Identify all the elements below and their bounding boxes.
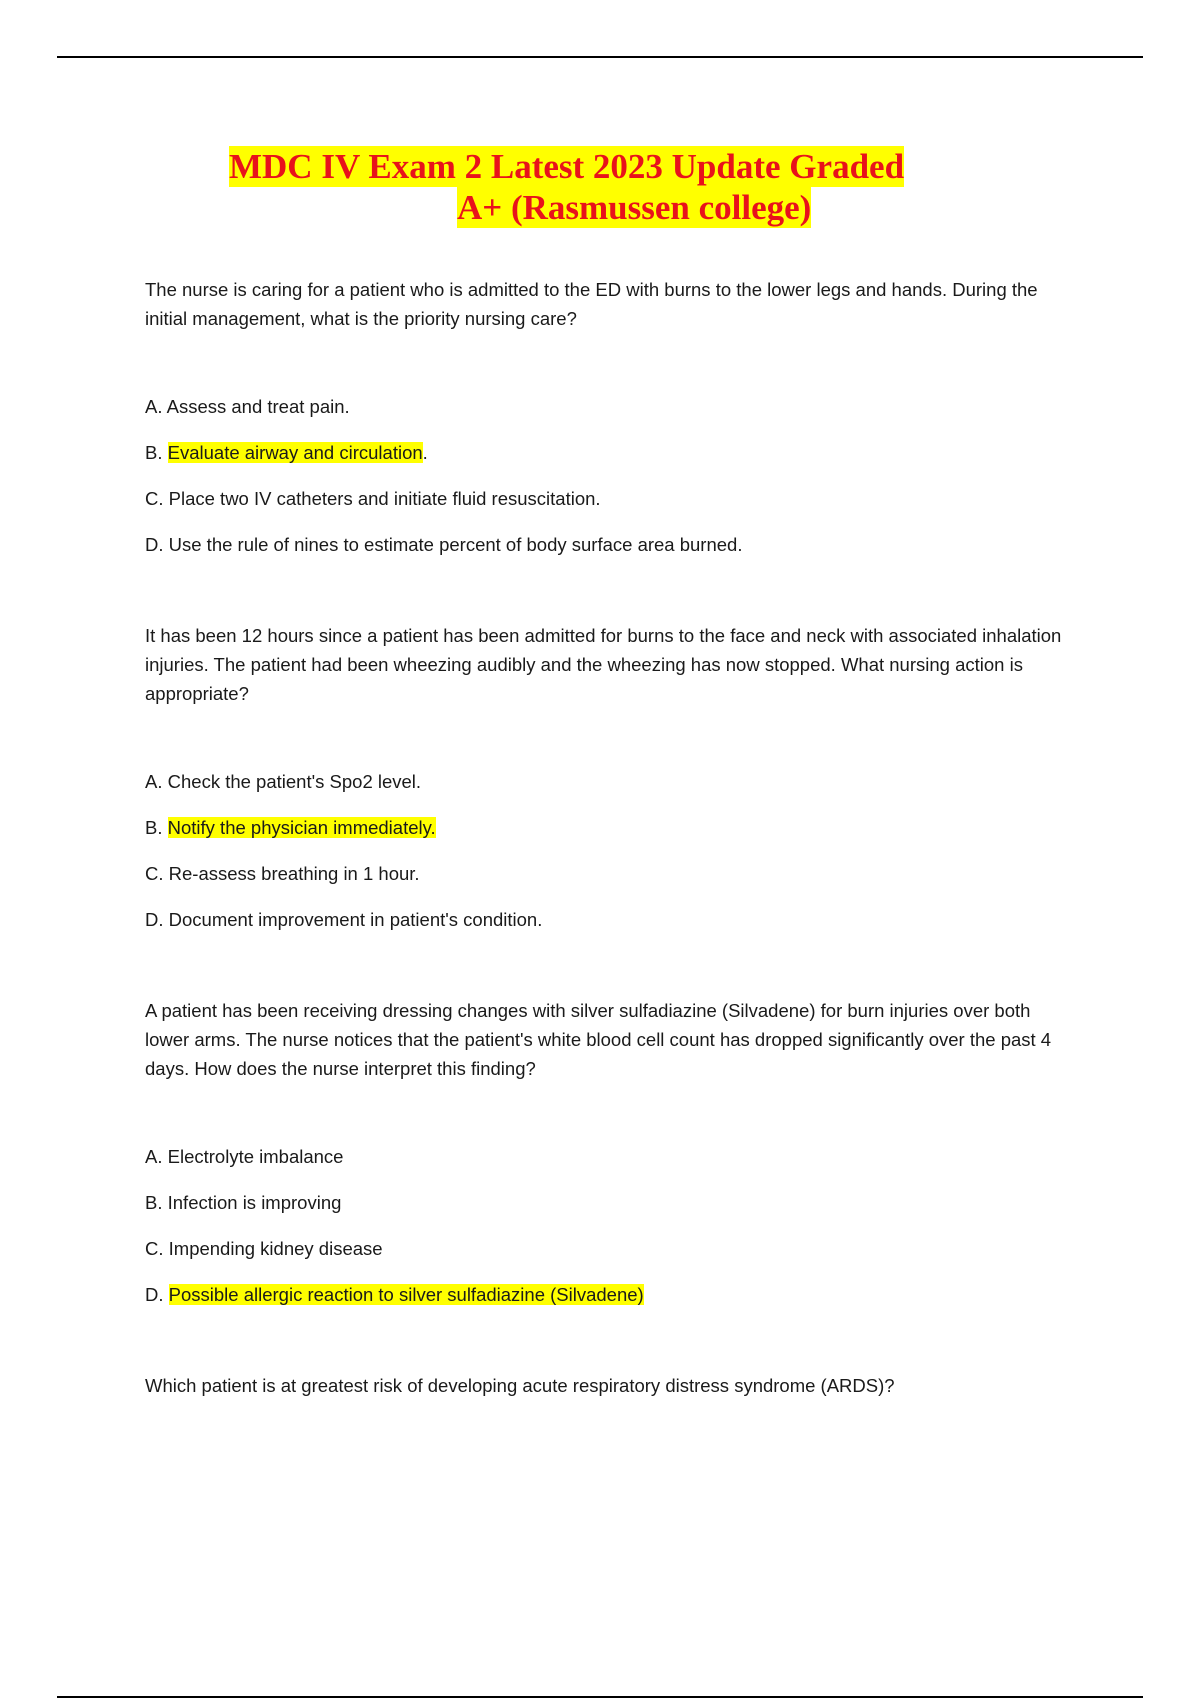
option-text: Electrolyte imbalance [167,1146,344,1167]
answer-option [145,767,1075,796]
answer-option [145,484,1075,513]
option-text: Document improvement in patient's condition. [168,909,543,930]
answer-option-correct [145,1280,1075,1309]
question-text: It has been 12 hours since a patient has been admitted for burns to the face and neck with associated inhalation injuries. The patient had been wheezing audibly and the wheezing has now stopped. What nursing action is appropriate? [145,625,1062,704]
option-text-after: . [422,442,428,463]
option-letter: B. [145,1192,168,1213]
answer-option [145,905,1075,934]
answer-option [145,859,1075,888]
option-letter: C. [145,863,169,884]
answer-options [145,767,1075,934]
answer-option [145,1234,1075,1263]
answer-option [145,1142,1075,1171]
question-text: The nurse is caring for a patient who is admitted to the ED with burns to the lower legs and hands. During the initial management, what is the priority nursing care? [145,279,1038,329]
answer-options [145,392,1075,559]
answer-options [145,1142,1075,1309]
footer-rule [57,1696,1143,1698]
option-text: Re-assess breathing in 1 hour. [168,863,420,884]
question-block [145,996,1075,1309]
answer-option [145,392,1075,421]
document-body [145,275,1075,1462]
option-letter: D. [145,534,169,555]
option-text: Assess and treat pain. [166,396,350,417]
option-letter: D. [145,909,169,930]
option-text: Use the rule of nines to estimate percent of body surface area burned. [168,534,743,555]
option-text: Place two IV catheters and initiate fluid resuscitation. [168,488,601,509]
question-block [145,275,1075,559]
question-block [145,1371,1075,1400]
option-text: Impending kidney disease [168,1238,383,1259]
question-text: A patient has been receiving dressing changes with silver sulfadiazine (Silvadene) for burn injuries over both lower arms. The nurse notices that the patient's white blood cell count has dropped significantly over the past 4 days. How does the nurse interpret this finding? [145,1000,1052,1079]
title-line-2: A+ (Rasmussen college) [457,188,812,227]
question-text: Which patient is at greatest risk of developing acute respiratory distress syndrome (ARDS)? [145,1375,895,1396]
answer-option [145,1188,1075,1217]
option-text: Infection is improving [167,1192,342,1213]
option-letter: C. [145,1238,169,1259]
correct-answer-highlight: Possible allergic reaction to silver sulfadiazine (Silvadene) [168,1284,644,1305]
correct-answer-highlight: Notify the physician immediately. [167,817,436,838]
header-rule [57,56,1143,58]
option-letter: D. [145,1284,169,1305]
option-letter: A. [145,771,168,792]
option-letter: B. [145,442,168,463]
answer-option [145,530,1075,559]
option-letter: A. [145,396,167,417]
option-letter: B. [145,817,168,838]
title-line-1: MDC IV Exam 2 Latest 2023 Update Graded [229,147,905,186]
correct-answer-highlight: Evaluate airway and circulation [167,442,423,463]
option-letter: A. [145,1146,168,1167]
answer-option-correct [145,813,1075,842]
option-letter: C. [145,488,169,509]
option-text: Check the patient's Spo2 level. [167,771,422,792]
question-block [145,621,1075,934]
answer-option-correct [145,438,1075,467]
